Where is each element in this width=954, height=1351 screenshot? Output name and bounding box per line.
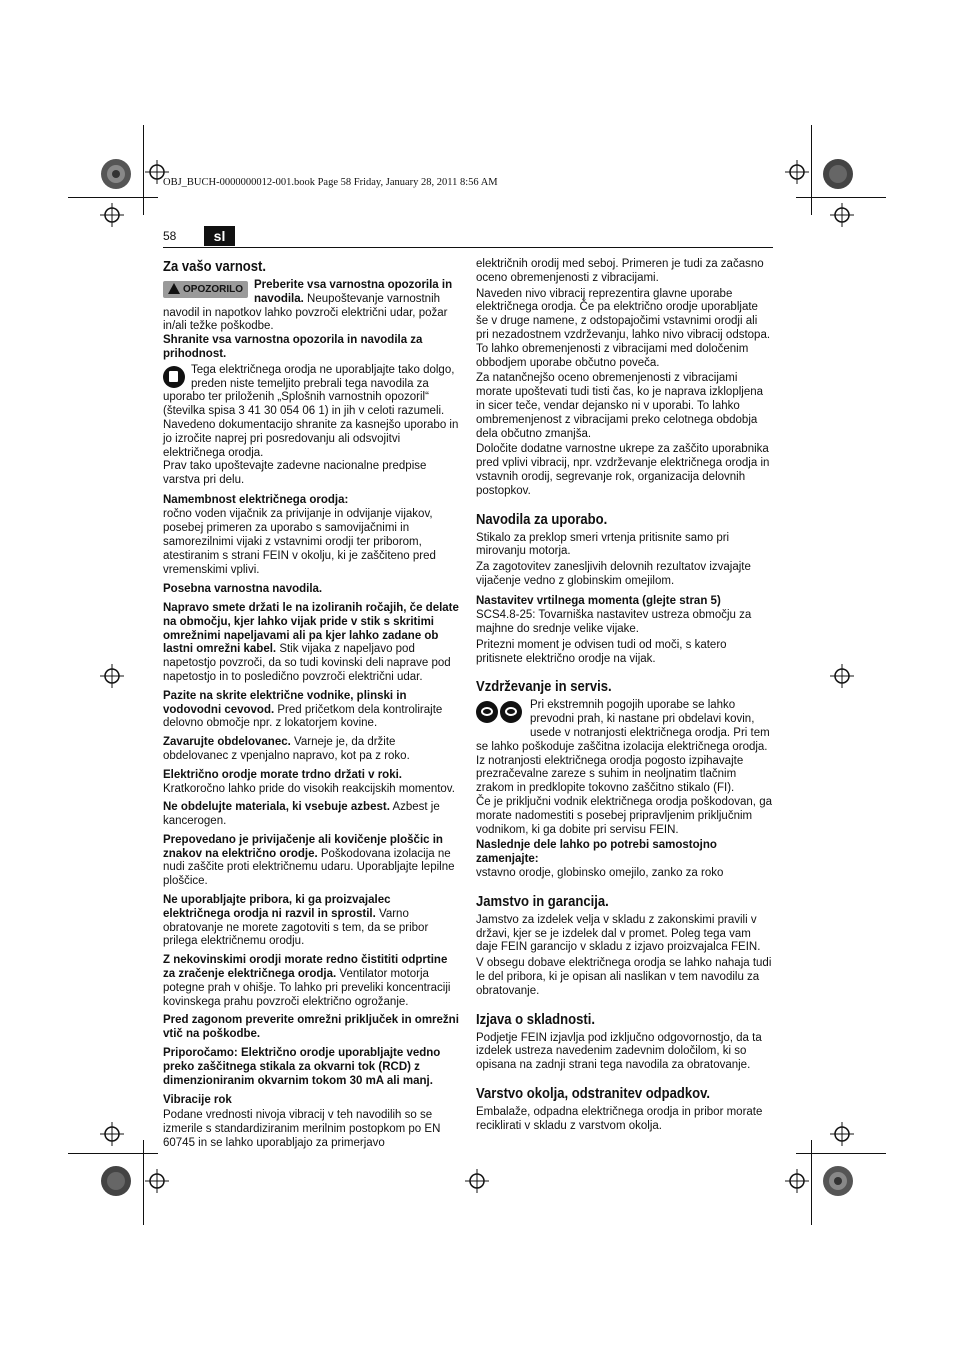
crosshair-icon: [785, 1169, 809, 1193]
usage-text: Za zagotovitev zanesljivih delovnih rezultatov izvajajte vijačenje vedno z globinskim omejilom.: [476, 561, 751, 587]
crosshair-icon: [830, 664, 854, 688]
read-manual-icon: [163, 366, 185, 388]
header-rule: [163, 247, 773, 248]
vibration-text: Podane vrednosti nivoja vibracij v teh navodilih so se izmerile s standardiziranim merilnim postopkom po EN 60745 in se lahko uporabljajo za primerjavo: [163, 1108, 441, 1149]
service-block: [476, 699, 772, 796]
warning-block: [163, 279, 459, 334]
section-title-service: Vzdrževanje in servis.: [476, 679, 612, 696]
warning-label: OPOZORILO: [183, 284, 243, 295]
page-number: 58: [163, 229, 177, 243]
safety-paragraph: Z nekovinskimi orodji morate redno čistititi odprtine za zračenje električnega orodja. Ventilator motorja potegne prah v ohišje. To lahko pri preveliki koncentraciji kovinskega prahu povzroči električno ogrožanje.: [163, 954, 451, 1008]
warning-bold: Preberite vsa varnostna opozorila in navodila.: [254, 279, 453, 305]
vibration-continued: električnih orodij med seboj. Primeren je tudi za začasno oceno obremenjenosti z vibracijami.: [476, 258, 764, 284]
crosshair-icon: [100, 664, 124, 688]
safety-paragraph: Pazite na skrite električne vodnike, plinski in vodovodni cevovod. Pred pričetkom dela kontrolirajte delovno območje npr. z lokatorjem kovine.: [163, 689, 443, 730]
service-text: Če je priključni vodnik električnega orodja poškodovan, ga morate nadomestiti s posebej pripravljenim priključnim vodnikom, ki ga dobite pri servisu FEIN.: [476, 796, 772, 836]
warning-badge: [163, 281, 248, 298]
right-column: [476, 258, 772, 1136]
crosshair-icon: [465, 1169, 489, 1193]
service-icons: [476, 701, 524, 728]
registration-target-icon: [100, 1165, 132, 1197]
service-parts-text: vstavno orodje, globinsko omejilo, zanko za roko: [476, 866, 724, 879]
torque-text: SCS4.8-25: Tovarniška nastavitev ustreza območju za majhne do srednje velike vijake.: [476, 609, 752, 636]
usage-text: Stikalo za preklop smeri vrtenja pritisnite samo pri mirovanju motorja.: [476, 531, 730, 558]
vibration-continued: Določite dodatne varnostne ukrepe za zaščito uporabnika pred vplivi vibracij, npr. vzdrževanje električnega orodja in vstavnih orodij, segrevanje rok, organizacija delovnih postopkov.: [476, 443, 770, 497]
registration-target-icon: [100, 158, 132, 190]
safety-paragraph: Ne uporabljajte pribora, ki ga proizvajalec električnega orodja ni razvil in sprostil. Varno obratovanje ne morete zagotoviti s tem, da se pribor prilega električnemu orodju.: [163, 894, 429, 948]
crosshair-icon: [100, 203, 124, 227]
torque-text: Pritezni moment je odvisen tudi od moči, s katero pritisnete električno orodje na vijak.: [476, 638, 727, 665]
safety-paragraph: Prepovedano je privijačenje ali kovičenje ploščic in znakov na električno orodje. Poškodovana izolacija ne nudi zaščite proti električnemu udaru. Uporabljajte lepilne ploščice.: [163, 833, 455, 888]
special-heading: Posebna varnostna navodila.: [163, 583, 323, 596]
section-title-safety: Za vašo varnost.: [163, 259, 266, 275]
safety-paragraph: Napravo smete držati le na izoliranih ročajih, če delate na območju, kjer lahko vijak pride v stik s skritimi omrežnimi napeljavami ali pa kjer lahko zadane ob lastni omrežni kabel. Stik vijaka z napeljavo pod napetostjo povzroči, da so tudi kovinski deli naprave pod napetostjo in to posledično povzroči električni udar.: [163, 601, 459, 683]
warning-triangle-icon: [168, 283, 180, 294]
read-manual-block: [163, 364, 459, 461]
vibration-continued: Naveden nivo vibracij reprezentira glavne uporabe električnega orodja. Če pa električno orodje uporabljate še v druge namene, z odstopajočimi vstavnimi orodji ali pri nezadostnem vzdrževanju, lahko nivo vibracij odstopa. To lahko obremenjenosti z vibracijami med določenim obbodjem uporabe občutno poveča.: [476, 287, 771, 369]
purpose-heading: Namembnost električnega orodja:: [163, 493, 349, 506]
crosshair-icon: [830, 1122, 854, 1146]
section-title-usage: Navodila za uporabo.: [476, 511, 608, 528]
section-title-conformity: Izjava o skladnosti.: [476, 1011, 595, 1028]
national-text: Prav tako upoštevajte zadevne nacionalne predpise varstva pri delu.: [163, 460, 427, 487]
protective-goggles-icon: [476, 701, 498, 723]
environment-text: Embalaže, odpadna električnega orodja in pribor morate reciklirati v skladu z varstvom okolja.: [476, 1105, 763, 1132]
crosshair-icon: [100, 1122, 124, 1146]
vibration-heading: Vibracije rok: [163, 1094, 232, 1107]
left-column: [163, 258, 459, 1152]
purpose-text: ročno voden vijačnik za privijanje in odvijanje vijakov, posebej primeren za uporabo s samovijačnimi in samorezilnimi vijaki z vstavnimi orodji ter priborom, atestiranim s strani FEIN v okolju, ki je zaščiteno pred vremenskimi vplivi.: [163, 508, 436, 576]
crosshair-icon: [145, 1169, 169, 1193]
file-info-line: OBJ_BUCH-0000000012-001.book Page 58 Friday, January 28, 2011 8:56 AM: [163, 177, 498, 188]
blow-out-icon: [500, 701, 522, 723]
warranty-text: V obsegu dobave električnega orodja se lahko nahaja tudi le del pribora, ki je opisan ali naslikan v tem navodilu za obratovanje.: [476, 957, 772, 997]
service-text: Pri ekstremnih pogojih uporabe se lahko prevodni prah, ki nastane pri obdelavi kovin, usede v notranjosti električnega orodja. Pri tem se lahko poškoduje zaščitna izolacija električnega orodja. Iz notranjosti električnega orodja pogosto izpihavajte prezračevalne zareze s suhim in neoljnatim tlačnim zrakom in predklopite tokovno zaščitno stikalo (FI).: [476, 699, 770, 795]
keep-instructions: Shranite vsa varnostna opozorila in navodila za prihodnost.: [163, 334, 423, 360]
warning-text: Neupoštevanje varnostnih navodil in napotkov lahko povzroči električni udar, požar in/ali težke poškodbe.: [163, 292, 448, 333]
crosshair-icon: [830, 203, 854, 227]
conformity-text: Podjetje FEIN izjavlja pod izključno odgovornostjo, da ta izdelek ustreza navedenim zadevnim določilom, ki so opisana na zadnji strani tega navodila za obratovanje.: [476, 1031, 762, 1072]
crosshair-icon: [785, 160, 809, 184]
registration-target-icon: [822, 158, 854, 190]
torque-heading: Nastavitev vrtilnega momenta (glejte stran 5): [476, 594, 721, 607]
safety-paragraph: Zavarujte obdelovanec. Varneje je, da držite obdelovanec z vpenjalno napravo, kot pa z roko.: [163, 736, 410, 762]
safety-paragraph: Ne obdelujte materiala, ki vsebuje azbest. Azbest je kancerogen.: [163, 801, 440, 828]
service-parts-bold: Naslednje dele lahko po potrebi samostojno zamenjajte:: [476, 839, 717, 866]
warranty-text: Jamstvo za izdelek velja v skladu z zakonskimi pravili v državi, kjer se je izdelek dal v promet. Poleg tega vam daje FEIN garancijo v skladu z izjavo proizvajalca FEIN.: [476, 913, 761, 954]
safety-paragraph: Priporočamo: Električno orodje uporabljajte vedno preko zaščitnega stikala za okvarni tok (RCD) z dimenzioniranim okvarnim tokom 30 mA ali manj.: [163, 1047, 441, 1087]
registration-target-icon: [822, 1165, 854, 1197]
language-badge: sl: [204, 226, 235, 246]
section-title-warranty: Jamstvo in garancija.: [476, 893, 609, 910]
vibration-continued: Za natančnejšo oceno obremenjenosti z vibracijami morate upoštevati tudi tisti čas, ko je naprava izklopljena in sicer teče, vendar dejansko ni v uporabi. To lahko ombremenjenost z vibracijami preko celotnega obdobja dela občutno zmanjša.: [476, 372, 764, 440]
safety-paragraph: Pred zagonom preverite omrežni priključek in omrežni vtič na poškodbe.: [163, 1014, 459, 1041]
safety-paragraph: Električno orodje morate trdno držati v roki. Kratkoročno lahko pride do visokih reakcijskih momentov.: [163, 768, 455, 795]
section-title-environment: Varstvo okolja, odstranitev odpadkov.: [476, 1085, 710, 1102]
read-manual-text: Tega električnega orodja ne uporabljajte tako dolgo, preden niste temeljito prebrali tega navodila za uporabo ter priloženih „Splošnih varnostnih opozoril“ (številka spisa 3 41 30 054 06 1) in jih v celoti razumeli. Navedeno dokumentacijo shranite za kasnejšo uporabo in jo izročite naprej pri posredovanju ali odsvojitvi električnega orodja.: [163, 363, 459, 459]
